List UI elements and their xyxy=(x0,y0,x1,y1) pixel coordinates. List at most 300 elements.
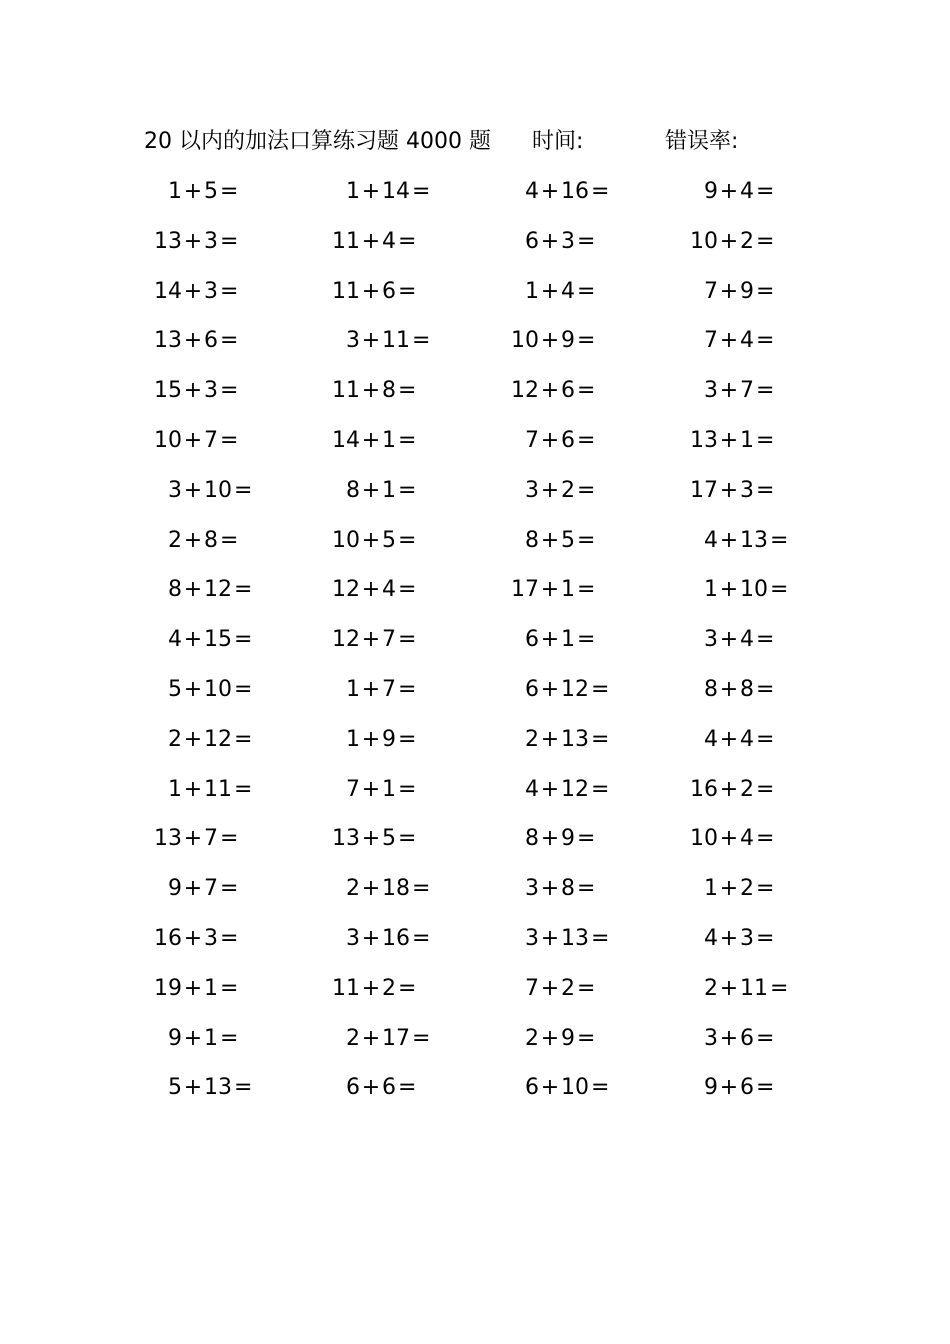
addend-first: 6 xyxy=(525,1075,539,1101)
equals-sign: = xyxy=(577,577,596,603)
plus-sign: + xyxy=(361,1075,381,1101)
addition-problem xyxy=(666,615,774,665)
equals-sign: = xyxy=(577,527,596,553)
addition-problem xyxy=(130,665,252,715)
problem-row xyxy=(130,366,830,416)
addend-second: 9 xyxy=(561,328,575,354)
equals-sign: = xyxy=(412,328,431,354)
addend-first: 11 xyxy=(332,975,360,1001)
plus-sign: + xyxy=(719,477,739,503)
addend-second: 2 xyxy=(740,776,754,802)
addend-first: 3 xyxy=(346,328,360,354)
equals-sign: = xyxy=(756,378,775,404)
plus-sign: + xyxy=(719,378,739,404)
addend-first: 13 xyxy=(154,228,182,254)
addend-first: 2 xyxy=(525,1025,539,1051)
addend-first: 5 xyxy=(168,1075,182,1101)
plus-sign: + xyxy=(183,427,203,453)
plus-sign: + xyxy=(719,776,739,802)
plus-sign: + xyxy=(719,726,739,752)
addend-second: 4 xyxy=(740,328,754,354)
addition-problem xyxy=(308,217,416,267)
addend-second: 3 xyxy=(561,228,575,254)
equals-sign: = xyxy=(398,427,417,453)
plus-sign: + xyxy=(540,1075,560,1101)
equals-sign: = xyxy=(220,826,239,852)
addend-first: 16 xyxy=(690,776,718,802)
addend-first: 1 xyxy=(168,776,182,802)
addend-second: 1 xyxy=(204,1025,218,1051)
addition-problem xyxy=(130,864,238,914)
addend-second: 1 xyxy=(382,477,396,503)
equals-sign: = xyxy=(577,826,596,852)
equals-sign: = xyxy=(398,577,417,603)
plus-sign: + xyxy=(183,228,203,254)
equals-sign: = xyxy=(220,876,239,902)
addition-problem xyxy=(666,715,774,765)
equals-sign: = xyxy=(577,378,596,404)
plus-sign: + xyxy=(540,676,560,702)
equals-sign: = xyxy=(756,726,775,752)
equals-sign: = xyxy=(756,925,775,951)
addend-second: 11 xyxy=(740,975,768,1001)
equals-sign: = xyxy=(398,1075,417,1101)
equals-sign: = xyxy=(770,527,789,553)
addition-problem xyxy=(130,466,252,516)
addition-problem xyxy=(666,665,774,715)
addition-problem xyxy=(487,167,609,217)
addition-problem xyxy=(487,466,595,516)
addend-second: 6 xyxy=(561,427,575,453)
problem-row xyxy=(130,1063,830,1113)
addend-first: 8 xyxy=(525,527,539,553)
equals-sign: = xyxy=(220,328,239,354)
addend-first: 2 xyxy=(168,527,182,553)
problem-row xyxy=(130,615,830,665)
plus-sign: + xyxy=(540,876,560,902)
addend-first: 7 xyxy=(525,427,539,453)
equals-sign: = xyxy=(577,975,596,1001)
addend-second: 4 xyxy=(740,726,754,752)
addition-problem xyxy=(666,366,774,416)
equals-sign: = xyxy=(756,826,775,852)
plus-sign: + xyxy=(361,228,381,254)
plus-sign: + xyxy=(183,477,203,503)
problem-row xyxy=(130,167,830,217)
problem-grid xyxy=(130,167,830,1113)
equals-sign: = xyxy=(220,1025,239,1051)
addend-second: 1 xyxy=(204,975,218,1001)
addend-second: 14 xyxy=(382,179,410,204)
equals-sign: = xyxy=(591,776,610,802)
addend-second: 15 xyxy=(204,627,232,653)
addend-second: 1 xyxy=(382,427,396,453)
plus-sign: + xyxy=(719,1025,739,1051)
addend-second: 7 xyxy=(204,427,218,453)
addend-first: 11 xyxy=(332,228,360,254)
plus-sign: + xyxy=(540,328,560,354)
plus-sign: + xyxy=(719,328,739,354)
addend-second: 7 xyxy=(382,676,396,702)
addition-problem xyxy=(308,765,416,815)
equals-sign: = xyxy=(756,427,775,453)
addend-second: 10 xyxy=(204,676,232,702)
addend-first: 15 xyxy=(154,378,182,404)
problem-row xyxy=(130,964,830,1014)
problem-row xyxy=(130,665,830,715)
problem-row xyxy=(130,267,830,317)
addend-first: 9 xyxy=(168,1025,182,1051)
addition-problem xyxy=(308,516,416,566)
addition-problem xyxy=(666,316,774,366)
equals-sign: = xyxy=(591,726,610,752)
addition-problem xyxy=(666,914,774,964)
addition-problem xyxy=(666,565,788,615)
worksheet-header xyxy=(144,122,844,162)
addend-second: 10 xyxy=(740,577,768,603)
addend-second: 9 xyxy=(561,826,575,852)
addend-second: 7 xyxy=(382,627,396,653)
addend-first: 14 xyxy=(154,278,182,304)
addition-problem xyxy=(130,316,238,366)
equals-sign: = xyxy=(591,1075,610,1101)
plus-sign: + xyxy=(361,278,381,304)
equals-sign: = xyxy=(577,627,596,653)
equals-sign: = xyxy=(591,179,610,204)
addend-first: 11 xyxy=(332,278,360,304)
addend-second: 4 xyxy=(740,826,754,852)
equals-sign: = xyxy=(220,427,239,453)
addend-second: 7 xyxy=(740,378,754,404)
plus-sign: + xyxy=(361,925,381,951)
equals-sign: = xyxy=(770,577,789,603)
addition-problem xyxy=(130,366,238,416)
equals-sign: = xyxy=(234,627,253,653)
addition-problem xyxy=(487,267,595,317)
problem-row xyxy=(130,914,830,964)
addend-second: 12 xyxy=(561,776,589,802)
problem-row xyxy=(130,217,830,267)
addend-second: 12 xyxy=(204,726,232,752)
addend-second: 6 xyxy=(382,1075,396,1101)
addend-second: 5 xyxy=(561,527,575,553)
addend-second: 9 xyxy=(740,278,754,304)
addition-problem xyxy=(487,615,595,665)
addend-first: 4 xyxy=(168,627,182,653)
addend-second: 17 xyxy=(382,1025,410,1051)
addition-problem xyxy=(130,267,238,317)
equals-sign: = xyxy=(398,676,417,702)
addend-first: 1 xyxy=(346,726,360,752)
addition-problem xyxy=(308,914,430,964)
addend-second: 13 xyxy=(561,925,589,951)
plus-sign: + xyxy=(719,179,739,204)
addend-second: 7 xyxy=(204,876,218,902)
equals-sign: = xyxy=(234,477,253,503)
equals-sign: = xyxy=(591,676,610,702)
addend-first: 3 xyxy=(525,477,539,503)
plus-sign: + xyxy=(540,378,560,404)
addend-second: 3 xyxy=(204,925,218,951)
addend-first: 3 xyxy=(525,925,539,951)
addend-first: 10 xyxy=(332,527,360,553)
addend-second: 6 xyxy=(561,378,575,404)
plus-sign: + xyxy=(183,328,203,354)
addend-first: 14 xyxy=(332,427,360,453)
equals-sign: = xyxy=(770,975,789,1001)
addend-second: 18 xyxy=(382,876,410,902)
addition-problem xyxy=(487,416,595,466)
addition-problem xyxy=(130,565,252,615)
addition-problem xyxy=(666,1063,774,1113)
addition-problem xyxy=(130,1063,252,1113)
addend-second: 2 xyxy=(561,975,575,1001)
time-label: 时间: xyxy=(532,129,584,154)
addend-second: 16 xyxy=(382,925,410,951)
addend-first: 6 xyxy=(525,676,539,702)
equals-sign: = xyxy=(234,1075,253,1101)
plus-sign: + xyxy=(719,876,739,902)
plus-sign: + xyxy=(540,577,560,603)
plus-sign: + xyxy=(540,477,560,503)
addend-first: 4 xyxy=(704,726,718,752)
equals-sign: = xyxy=(398,527,417,553)
plus-sign: + xyxy=(361,179,381,204)
equals-sign: = xyxy=(577,876,596,902)
addition-problem xyxy=(130,615,252,665)
addend-second: 13 xyxy=(740,527,768,553)
addend-second: 16 xyxy=(561,179,589,204)
addend-first: 1 xyxy=(346,179,360,204)
equals-sign: = xyxy=(234,726,253,752)
addend-second: 8 xyxy=(382,378,396,404)
addition-problem xyxy=(487,316,595,366)
equals-sign: = xyxy=(220,975,239,1001)
addition-problem xyxy=(666,864,774,914)
equals-sign: = xyxy=(220,925,239,951)
plus-sign: + xyxy=(183,527,203,553)
plus-sign: + xyxy=(183,577,203,603)
addition-problem xyxy=(308,466,416,516)
addend-second: 3 xyxy=(740,925,754,951)
addend-second: 4 xyxy=(382,228,396,254)
addend-second: 5 xyxy=(204,179,218,204)
plus-sign: + xyxy=(361,1025,381,1051)
equals-sign: = xyxy=(756,278,775,304)
addend-first: 4 xyxy=(525,179,539,204)
addend-first: 11 xyxy=(332,378,360,404)
equals-sign: = xyxy=(756,228,775,254)
addend-second: 1 xyxy=(382,776,396,802)
addend-first: 3 xyxy=(704,378,718,404)
equals-sign: = xyxy=(412,1025,431,1051)
addend-first: 2 xyxy=(346,876,360,902)
addition-problem xyxy=(487,366,595,416)
addend-first: 12 xyxy=(332,627,360,653)
plus-sign: + xyxy=(183,278,203,304)
addend-first: 6 xyxy=(346,1075,360,1101)
equals-sign: = xyxy=(577,228,596,254)
addition-problem xyxy=(666,217,774,267)
plus-sign: + xyxy=(183,179,203,204)
plus-sign: + xyxy=(719,427,739,453)
equals-sign: = xyxy=(591,925,610,951)
addend-first: 2 xyxy=(704,975,718,1001)
addend-second: 2 xyxy=(740,228,754,254)
addition-problem xyxy=(487,665,609,715)
addend-first: 1 xyxy=(525,278,539,304)
addend-second: 4 xyxy=(382,577,396,603)
equals-sign: = xyxy=(756,876,775,902)
plus-sign: + xyxy=(719,925,739,951)
addend-second: 6 xyxy=(382,278,396,304)
addend-first: 3 xyxy=(704,1025,718,1051)
addend-second: 4 xyxy=(740,627,754,653)
equals-sign: = xyxy=(398,477,417,503)
plus-sign: + xyxy=(183,627,203,653)
addend-first: 6 xyxy=(525,228,539,254)
addend-second: 8 xyxy=(740,676,754,702)
plus-sign: + xyxy=(540,627,560,653)
plus-sign: + xyxy=(719,676,739,702)
plus-sign: + xyxy=(183,676,203,702)
addend-first: 16 xyxy=(154,925,182,951)
addend-first: 3 xyxy=(346,925,360,951)
plus-sign: + xyxy=(183,1025,203,1051)
equals-sign: = xyxy=(220,378,239,404)
plus-sign: + xyxy=(719,826,739,852)
equals-sign: = xyxy=(756,328,775,354)
equals-sign: = xyxy=(398,975,417,1001)
plus-sign: + xyxy=(719,1075,739,1101)
addend-first: 19 xyxy=(154,975,182,1001)
addition-problem xyxy=(130,964,238,1014)
addend-first: 8 xyxy=(525,826,539,852)
problem-row xyxy=(130,864,830,914)
addend-second: 6 xyxy=(740,1025,754,1051)
addend-first: 1 xyxy=(168,179,182,204)
plus-sign: + xyxy=(540,278,560,304)
addition-problem xyxy=(130,217,238,267)
plus-sign: + xyxy=(183,975,203,1001)
addition-problem xyxy=(308,864,430,914)
addend-first: 4 xyxy=(704,527,718,553)
equals-sign: = xyxy=(398,627,417,653)
plus-sign: + xyxy=(183,378,203,404)
addend-first: 1 xyxy=(704,876,718,902)
addend-second: 11 xyxy=(382,328,410,354)
addend-second: 5 xyxy=(382,527,396,553)
addition-problem xyxy=(308,316,430,366)
addend-second: 2 xyxy=(382,975,396,1001)
plus-sign: + xyxy=(361,527,381,553)
plus-sign: + xyxy=(540,925,560,951)
equals-sign: = xyxy=(398,228,417,254)
addend-first: 1 xyxy=(346,676,360,702)
plus-sign: + xyxy=(361,776,381,802)
equals-sign: = xyxy=(412,876,431,902)
problem-row xyxy=(130,565,830,615)
addend-first: 2 xyxy=(346,1025,360,1051)
plus-sign: + xyxy=(361,477,381,503)
equals-sign: = xyxy=(234,776,253,802)
plus-sign: + xyxy=(361,826,381,852)
addend-second: 5 xyxy=(382,826,396,852)
equals-sign: = xyxy=(412,179,431,204)
problem-row xyxy=(130,416,830,466)
equals-sign: = xyxy=(412,925,431,951)
addend-first: 10 xyxy=(154,427,182,453)
addend-second: 12 xyxy=(204,577,232,603)
addition-problem xyxy=(666,1014,774,1064)
equals-sign: = xyxy=(234,577,253,603)
addend-second: 7 xyxy=(204,826,218,852)
equals-sign: = xyxy=(577,328,596,354)
addend-second: 3 xyxy=(204,378,218,404)
plus-sign: + xyxy=(361,876,381,902)
addition-problem xyxy=(308,565,416,615)
addend-second: 3 xyxy=(204,278,218,304)
addend-first: 10 xyxy=(690,228,718,254)
equals-sign: = xyxy=(398,378,417,404)
plus-sign: + xyxy=(719,278,739,304)
addition-problem xyxy=(308,814,416,864)
problem-row xyxy=(130,814,830,864)
addition-problem xyxy=(308,366,416,416)
addition-problem xyxy=(666,167,774,217)
addend-first: 12 xyxy=(511,378,539,404)
addition-problem xyxy=(130,416,238,466)
plus-sign: + xyxy=(361,627,381,653)
addition-problem xyxy=(666,267,774,317)
addition-problem xyxy=(666,765,774,815)
addition-problem xyxy=(666,516,788,566)
equals-sign: = xyxy=(756,627,775,653)
addend-second: 13 xyxy=(204,1075,232,1101)
addition-problem xyxy=(130,1014,238,1064)
equals-sign: = xyxy=(577,278,596,304)
addend-first: 8 xyxy=(168,577,182,603)
addition-problem xyxy=(487,765,609,815)
addend-second: 6 xyxy=(740,1075,754,1101)
equals-sign: = xyxy=(577,477,596,503)
addend-first: 10 xyxy=(690,826,718,852)
addition-problem xyxy=(308,1063,416,1113)
addend-first: 13 xyxy=(332,826,360,852)
addend-first: 7 xyxy=(346,776,360,802)
plus-sign: + xyxy=(540,776,560,802)
addend-second: 4 xyxy=(740,179,754,204)
addition-problem xyxy=(308,964,416,1014)
addition-problem xyxy=(487,1063,609,1113)
addend-first: 7 xyxy=(704,328,718,354)
addition-problem xyxy=(666,814,774,864)
equals-sign: = xyxy=(234,676,253,702)
addend-second: 3 xyxy=(204,228,218,254)
equals-sign: = xyxy=(398,826,417,852)
addend-second: 1 xyxy=(561,627,575,653)
plus-sign: + xyxy=(361,378,381,404)
equals-sign: = xyxy=(398,278,417,304)
addition-problem xyxy=(130,715,252,765)
equals-sign: = xyxy=(220,179,239,204)
addend-second: 9 xyxy=(561,1025,575,1051)
addition-problem xyxy=(487,964,595,1014)
addition-problem xyxy=(487,1014,595,1064)
addend-first: 9 xyxy=(704,179,718,204)
addition-problem xyxy=(308,167,430,217)
addition-problem xyxy=(308,715,416,765)
